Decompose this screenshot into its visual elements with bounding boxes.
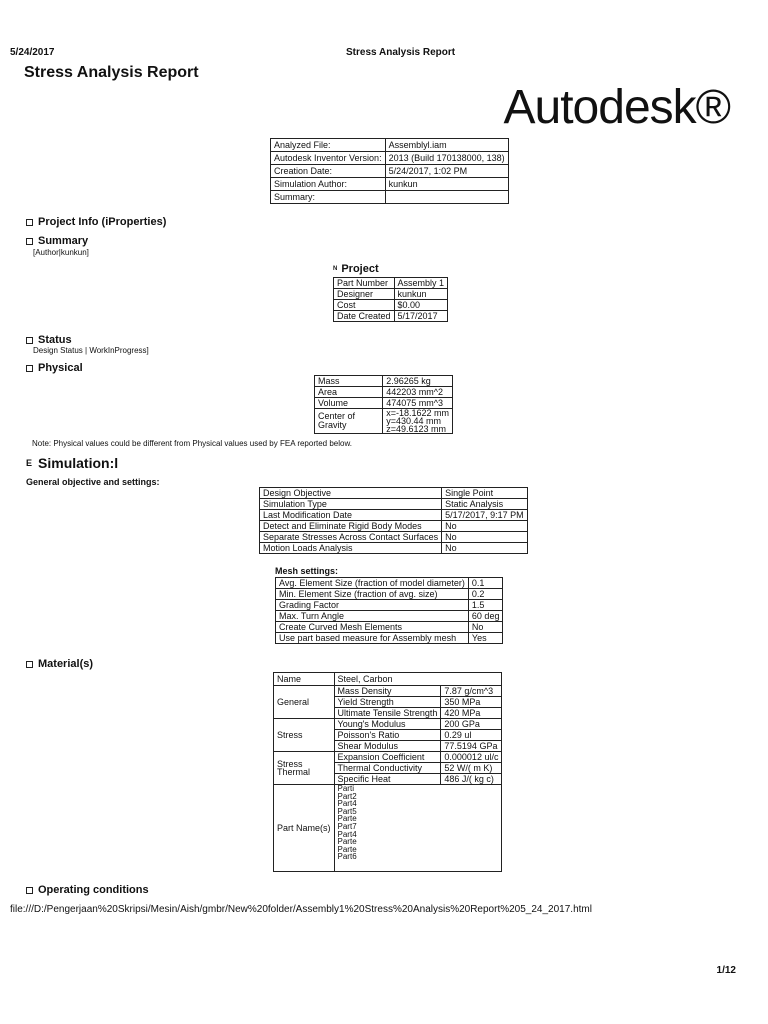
table-row — [260, 543, 528, 554]
header-title: Stress Analysis Report — [346, 47, 456, 58]
table-row — [271, 178, 509, 191]
table-cell-label: Create Curved Mesh Elements — [276, 622, 469, 633]
material-table — [273, 672, 502, 872]
section-materials[interactable] — [26, 658, 93, 670]
autodesk-logo: Autodesk® — [503, 81, 730, 134]
cog-x: x=-18.1622 mm — [386, 408, 449, 418]
project-table — [333, 277, 448, 322]
property-name: Young's Modulus — [334, 719, 441, 730]
section-simulation[interactable] — [26, 455, 118, 471]
part-name: Parte — [337, 844, 357, 854]
table-cell-value: Static Analysis — [442, 499, 528, 510]
table-cell-value: 474075 mm^3 — [383, 398, 453, 409]
section-title: Physical — [38, 362, 83, 374]
cog-y: y=430.44 mm — [386, 416, 441, 426]
table-row — [274, 752, 502, 763]
property-value: 486 J/( kg c) — [441, 774, 502, 785]
status-value: Design Status | WorkInProgress] — [33, 346, 149, 355]
table-cell-value: 5/17/2017, 9:17 PM — [442, 510, 528, 521]
file-info-table — [270, 138, 509, 204]
collapse-marker[interactable]: N — [333, 266, 338, 272]
table-cell-value: Single Point — [442, 488, 528, 499]
section-physical[interactable] — [26, 362, 83, 374]
property-name: Shear Modulus — [334, 741, 441, 752]
table-cell-value: Yes — [468, 633, 503, 644]
property-name: Thermal Conductivity — [334, 763, 441, 774]
section-project-info[interactable] — [26, 216, 166, 228]
collapse-marker[interactable]: E — [26, 458, 33, 468]
table-row — [274, 719, 502, 730]
table-cell-value: No — [442, 521, 528, 532]
table-cell-label: Avg. Element Size (fraction of model diameter) — [276, 578, 469, 589]
table-row — [315, 398, 453, 409]
section-title: Summary — [38, 235, 89, 247]
cog-z: z=49.6123 mm — [386, 424, 447, 434]
table-cell-label: Max. Turn Angle — [276, 611, 469, 622]
cog-label: Center of Gravity — [315, 409, 383, 434]
table-cell-value: 442203 mm^2 — [383, 387, 453, 398]
table-cell-value: 60 deg — [468, 611, 503, 622]
section-summary[interactable] — [26, 235, 88, 247]
table-cell-label: Motion Loads Analysis — [260, 543, 442, 554]
table-cell-value: Assemblyl.iam — [385, 139, 508, 152]
table-cell-label: Last Modification Date — [260, 510, 442, 521]
table-cell-value: 0.2 — [468, 589, 503, 600]
property-value: 0.000012 ul/c — [441, 752, 502, 763]
table-row — [260, 521, 528, 532]
table-row — [260, 488, 528, 499]
table-cell-label: Use part based measure for Assembly mesh — [276, 633, 469, 644]
table-cell-label: Volume — [315, 398, 383, 409]
table-cell-label: Cost — [334, 300, 395, 311]
property-name: Yield Strength — [334, 697, 441, 708]
property-name: Ultimate Tensile Strength — [334, 708, 441, 719]
part-name: Part5 — [337, 806, 357, 816]
table-cell-value — [385, 191, 508, 204]
table-cell-label: Design Objective — [260, 488, 442, 499]
section-title: Material(s) — [38, 658, 94, 670]
property-value: 7.87 g/cm^3 — [441, 686, 502, 697]
section-project[interactable] — [333, 263, 379, 275]
table-cell-label: Separate Stresses Across Contact Surfaces — [260, 532, 442, 543]
table-cell-value: 0.1 — [468, 578, 503, 589]
table-row — [315, 409, 453, 434]
table-cell-value: $0.00 — [394, 300, 448, 311]
table-row — [334, 278, 448, 289]
table-row — [334, 311, 448, 322]
collapse-toggle-icon[interactable] — [26, 238, 33, 245]
part-name: Part2 — [337, 791, 357, 801]
general-table — [259, 487, 528, 554]
table-cell-label: Simulation Type — [260, 499, 442, 510]
table-cell-value: 5/24/2017, 1:02 PM — [385, 165, 508, 178]
property-value: 200 GPa — [441, 719, 502, 730]
part-names-list — [334, 785, 502, 872]
table-cell-label: Designer — [334, 289, 395, 300]
table-cell-label: Summary: — [271, 191, 386, 204]
table-cell-label: Simulation Author: — [271, 178, 386, 191]
page-number: 1/12 — [716, 965, 736, 976]
table-row — [274, 673, 502, 686]
table-cell-label: Creation Date: — [271, 165, 386, 178]
table-row — [260, 499, 528, 510]
table-cell-label: Autodesk Inventor Version: — [271, 152, 386, 165]
property-name: Mass Density — [334, 686, 441, 697]
table-cell-label: Grading Factor — [276, 600, 469, 611]
table-cell-label: Area — [315, 387, 383, 398]
property-value: 0.29 ul — [441, 730, 502, 741]
table-row — [260, 510, 528, 521]
table-cell-label: Date Created — [334, 311, 395, 322]
name-label: Name — [274, 673, 335, 686]
table-row — [271, 191, 509, 204]
mesh-table — [275, 577, 503, 644]
section-title: Project Info (iProperties) — [38, 216, 167, 228]
table-row — [276, 633, 503, 644]
table-row — [334, 289, 448, 300]
table-cell-label: Min. Element Size (fraction of avg. size) — [276, 589, 469, 600]
table-row — [276, 578, 503, 589]
property-value: 350 MPa — [441, 697, 502, 708]
name-value: Steel, Carbon — [334, 673, 502, 686]
table-cell-value: 1.5 — [468, 600, 503, 611]
collapse-toggle-icon[interactable] — [26, 337, 33, 344]
part-name: Parte — [337, 837, 357, 847]
part-name: Part4 — [337, 799, 357, 809]
table-cell-value: kunkun — [385, 178, 508, 191]
collapse-toggle-icon[interactable] — [26, 365, 33, 372]
group-label: General — [274, 686, 335, 719]
table-row — [276, 611, 503, 622]
section-title: Project — [341, 263, 379, 275]
table-row — [271, 165, 509, 178]
section-operating-conditions[interactable] — [26, 884, 149, 896]
table-row — [276, 600, 503, 611]
table-row — [315, 376, 453, 387]
table-cell-value: No — [468, 622, 503, 633]
part-name: Part4 — [337, 829, 357, 839]
part-name: Parti — [337, 784, 354, 793]
footer-url: file:///D:/Pengerjaan%20Skripsi/Mesin/Aish/gmbr/New%20folder/Assembly1%20Stress%20Analysis%20Report%205_24_2017.html — [10, 904, 592, 915]
section-title: Simulation:l — [38, 455, 119, 471]
section-title: Operating conditions — [38, 884, 149, 896]
table-row — [274, 785, 502, 872]
table-cell-value: No — [442, 543, 528, 554]
physical-note: Note: Physical values could be different from Physical values used by FEA reported below. — [32, 439, 353, 448]
report-title: Stress Analysis Report — [24, 64, 199, 81]
table-cell-label: Part Number — [334, 278, 395, 289]
general-objective-title: General objective and settings: — [26, 477, 160, 487]
table-row — [260, 532, 528, 543]
part-name: Part7 — [337, 821, 357, 831]
table-row — [334, 300, 448, 311]
table-row — [276, 589, 503, 600]
table-cell-value: 5/17/2017 — [394, 311, 448, 322]
group-label: Stress — [274, 719, 335, 752]
part-name: Part6 — [337, 852, 357, 862]
table-row — [274, 686, 502, 697]
mesh-settings-title: Mesh settings: — [275, 566, 339, 576]
summary-value: [Author|kunkun] — [33, 248, 89, 257]
table-row — [271, 139, 509, 152]
table-cell-label: Mass — [315, 376, 383, 387]
property-name: Expansion Coefficient — [334, 752, 441, 763]
header-date: 5/24/2017 — [10, 47, 55, 58]
table-cell-value: 2.96265 kg — [383, 376, 453, 387]
table-row — [276, 622, 503, 633]
table-cell-value: No — [442, 532, 528, 543]
collapse-toggle-icon[interactable] — [26, 887, 33, 894]
section-status[interactable] — [26, 334, 72, 346]
table-row — [315, 387, 453, 398]
table-row — [271, 152, 509, 165]
cog-values — [383, 409, 453, 434]
physical-table — [314, 375, 453, 434]
table-cell-label: Analyzed File: — [271, 139, 386, 152]
group-label: Stress Thermal — [274, 752, 335, 785]
table-cell-value: kunkun — [394, 289, 448, 300]
property-value: 52 W/( m K) — [441, 763, 502, 774]
property-value: 77.5194 GPa — [441, 741, 502, 752]
property-name: Specific Heat — [334, 774, 441, 785]
table-cell-value: 2013 (Build 170138000, 138) — [385, 152, 508, 165]
property-value: 420 MPa — [441, 708, 502, 719]
collapse-toggle-icon[interactable] — [26, 219, 33, 226]
part-names-label: Part Name(s) — [274, 785, 335, 872]
table-cell-value: Assembly 1 — [394, 278, 448, 289]
part-name: Parte — [337, 814, 357, 824]
section-title: Status — [38, 334, 72, 346]
property-name: Poisson's Ratio — [334, 730, 441, 741]
table-cell-label: Detect and Eliminate Rigid Body Modes — [260, 521, 442, 532]
collapse-toggle-icon[interactable] — [26, 661, 33, 668]
